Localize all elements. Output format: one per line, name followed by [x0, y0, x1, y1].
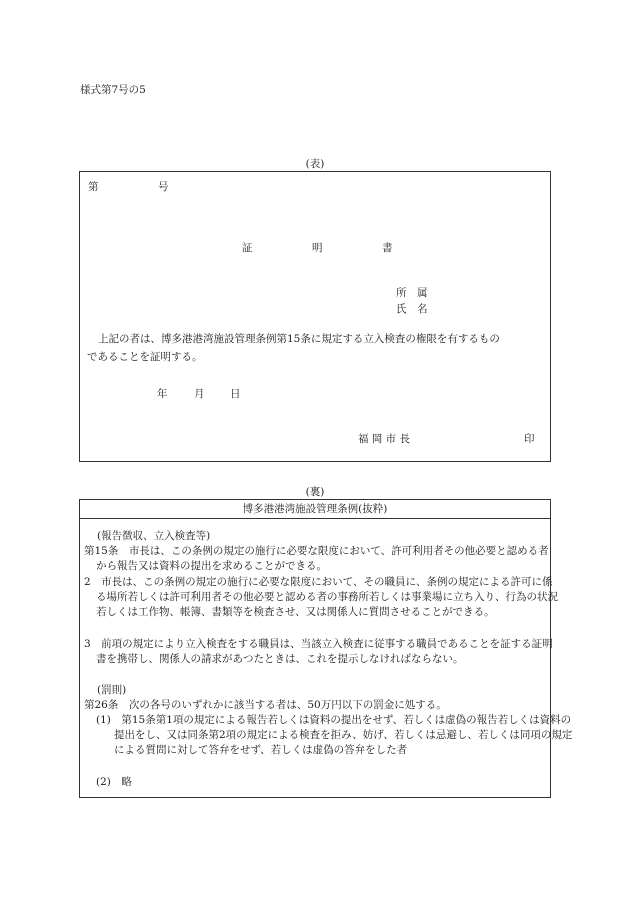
article-26-item-2: (2) 略 — [96, 776, 132, 788]
certificate-back — [79, 499, 573, 798]
statement-line-2: であることを証明する。 — [87, 351, 203, 363]
heading-penalty: (罰則) — [97, 684, 127, 696]
statement-line-1: 上記の者は、博多港港湾施設管理条例第15条に規定する立入検査の権限を有するもの — [98, 333, 500, 345]
article-15-paragraph-2: 2 市長は、この条例の規定の施行に必要な限度において、その職員に、条例の規定による許可に係る場所若しくは許可利用者その他必要と認める者の事務所若しくは事業場に立ち入り、行為の状況若しくは工作物、帳簿、書類等を検査させ、又は関係人に質問させることができる。 — [84, 576, 558, 618]
front-side-label: (表) — [305, 158, 325, 170]
title-char-1: 証 — [242, 242, 253, 254]
date-day: 日 — [230, 388, 241, 400]
certificate-number-suffix: 号 — [158, 181, 169, 193]
date-month: 月 — [194, 388, 205, 400]
article-26: 第26条 次の各号のいずれかに該当する者は、50万円以下の罰金に処する。 — [84, 699, 447, 711]
article-15-paragraph-3: 3 前項の規定により立入検査をする職員は、当該立入検査に従事する職員であることを証する証明書を携帯し、関係人の請求があつたときは、これを提示しなければならない。 — [84, 638, 553, 665]
title-char-3: 書 — [382, 242, 393, 254]
article-15-paragraph-1: 第15条 市長は、この条例の規定の施行に必要な限度において、許可利用者その他必要と認める者から報告又は資料の提出を求めることができる。 — [84, 545, 549, 572]
article-26-item-1: (1) 第15条第1項の規定による報告若しくは資料の提出をせず、若しくは虚偽の報告若しくは資料の提出をし、又は同条第2項の規定による検査を拒み、妨げ、若しくは忌避し、若しくは同項の規定による質問に対して答弁をせず、若しくは虚偽の答弁をした者 — [96, 714, 573, 756]
form-number: 様式第7号の5 — [80, 84, 146, 96]
title-char-2: 明 — [312, 242, 323, 254]
date-year: 年 — [157, 388, 168, 400]
issuer-name: 福 岡 市 長 — [358, 433, 411, 445]
back-side-label: (裏) — [305, 486, 325, 498]
affiliation-label: 所 属 — [396, 287, 428, 299]
certificate-front — [79, 171, 551, 462]
ordinance-title: 博多港港湾施設管理条例(抜粋) — [242, 503, 388, 515]
title-divider — [80, 518, 550, 519]
seal-mark: 印 — [524, 433, 535, 445]
name-label: 氏 名 — [396, 303, 428, 315]
heading-report: (報告徴収、立入検査等) — [97, 530, 211, 542]
certificate-number-prefix: 第 — [88, 181, 99, 193]
